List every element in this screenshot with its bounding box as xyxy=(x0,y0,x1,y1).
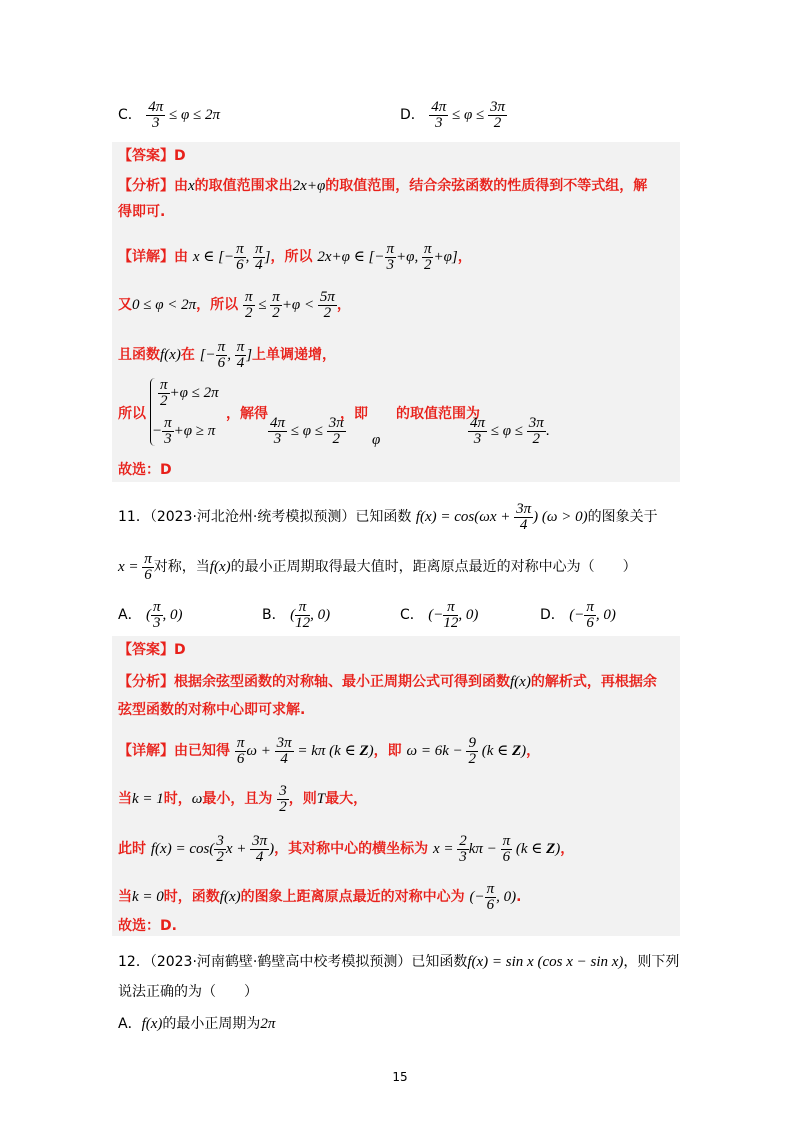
question-12: 12．（2023·河南鹤壁·鹤壁高中校考模拟预测）已知函数f(x) = sin x (cos x − sin x)，则下列 xyxy=(118,954,680,970)
analysis-10: 【分析】由x的取值范围求出2x+φ的取值范围，结合余弦函数的性质得到不等式组，解 xyxy=(118,178,648,194)
k0-11: 当k = 0时，函数f(x)的图象上距离原点最近的对称中心为 (− $\frac{\pi}{6}$ , 0). xyxy=(118,881,522,913)
option-d-prev: D． $\frac{4\pi}{3}$ ≤ φ ≤ $\frac{3\pi}{2}$ xyxy=(400,99,506,131)
mono-10: 且函数f(x)在 [− $\frac{\pi}{6}$ , $\frac{\pi}{4}$ ]上单调递增， xyxy=(118,339,337,371)
question-12-line2: 说法正确的为（ ） xyxy=(118,984,258,1000)
option-c-prev-math: $\frac{4\pi}{3}$ ≤ φ ≤ 2π xyxy=(148,99,221,131)
option-c-11: C． (− $\frac{\pi}{12}$ , 0) xyxy=(400,599,479,631)
when-11: 当k = 1时，ω最小，且为 $\frac{3}{2}$ ，则T最大， xyxy=(118,783,368,815)
so-10-b: ，解得 xyxy=(226,406,268,422)
detail-11: 【详解】由已知得 $\frac{\pi}{6}$ ω + $\frac{3\pi}{4}$ = kπ (k ∈ Z)，即 ω = 6k − $\frac{9}{2}$ (k ∈ Z)， xyxy=(118,735,541,767)
so-10-a: 所以 xyxy=(118,406,146,422)
so-10-c: ，即 xyxy=(340,406,368,422)
question-11-line2: x = $\frac{\pi}{6}$ 对称，当f(x)的最小正周期取得最大值时，距离原点最近的对称中心为（ ） xyxy=(118,551,637,583)
option-d-11: D． (− $\frac{\pi}{6}$ , 0) xyxy=(540,599,616,631)
system-top: $\frac{\pi}{2}$ +φ ≤ 2π xyxy=(160,377,219,409)
choose-11: 故选：D. xyxy=(118,918,177,934)
also-10: 又0 ≤ φ < 2π，所以 $\frac{\pi}{2}$ ≤ $\frac{\pi}{2}$ +φ < $\frac{5\pi}{2}$ ， xyxy=(118,289,351,321)
answer-10: 【答案】D xyxy=(118,148,186,164)
answer-11: 【答案】D xyxy=(118,642,186,658)
so-10-d: 的取值范围为 xyxy=(396,406,480,422)
option-a-12: A．f(x)的最小正周期为2π xyxy=(118,1016,276,1032)
so-10-m2: $\frac{4\pi}{3}$ ≤ φ ≤ $\frac{3\pi}{2}$ . xyxy=(470,415,550,447)
system-bottom: − $\frac{\pi}{3}$ +φ ≥ π xyxy=(152,415,216,447)
option-b-11: B． ( $\frac{\pi}{12}$ , 0) xyxy=(262,599,331,631)
option-a-11: A． ( $\frac{\pi}{3}$ , 0) xyxy=(118,599,183,631)
question-11: 11．（2023·河北沧州·统考模拟预测）已知函数 f(x) = cos(ωx + $\frac{3\pi}{4}$ ) (ω > 0)的图象关于 xyxy=(118,501,658,533)
choose-10: 故选：D xyxy=(118,462,172,478)
detail-10: 【详解】由 x ∈ [− $\frac{\pi}{6}$ , $\frac{\pi}{4}$ ]，所以 2x+φ ∈ [− $\frac{\pi}{3}$ +φ, $\frac{\pi}{2}$ +φ]， xyxy=(118,241,472,273)
analysis-10-cont: 得即可. xyxy=(118,204,166,220)
so-10-m1: $\frac{4\pi}{3}$ ≤ φ ≤ $\frac{3\pi}{2}$ xyxy=(270,415,344,447)
then-11: 此时 f(x) = cos( $\frac{3}{2}$ x + $\frac{3\pi}{4}$ )，其对称中心的横坐标为 x = $\frac{2}{3}$ kπ − $\frac{\pi}{6}$ (k ∈ Z)， xyxy=(118,833,575,865)
option-d-prev-math: $\frac{4\pi}{3}$ ≤ φ ≤ $\frac{3\pi}{2}$ xyxy=(431,99,506,131)
analysis-11-cont: 弦型函数的对称中心即可求解. xyxy=(118,702,306,718)
analysis-11: 【分析】根据余弦型函数的对称轴、最小正周期公式可得到函数f(x)的解析式，再根据余 xyxy=(118,674,657,690)
page-number: 15 xyxy=(392,1070,408,1084)
so-10-phi: φ xyxy=(372,432,381,448)
option-c-prev: C． $\frac{4\pi}{3}$ ≤ φ ≤ 2π xyxy=(118,99,221,131)
